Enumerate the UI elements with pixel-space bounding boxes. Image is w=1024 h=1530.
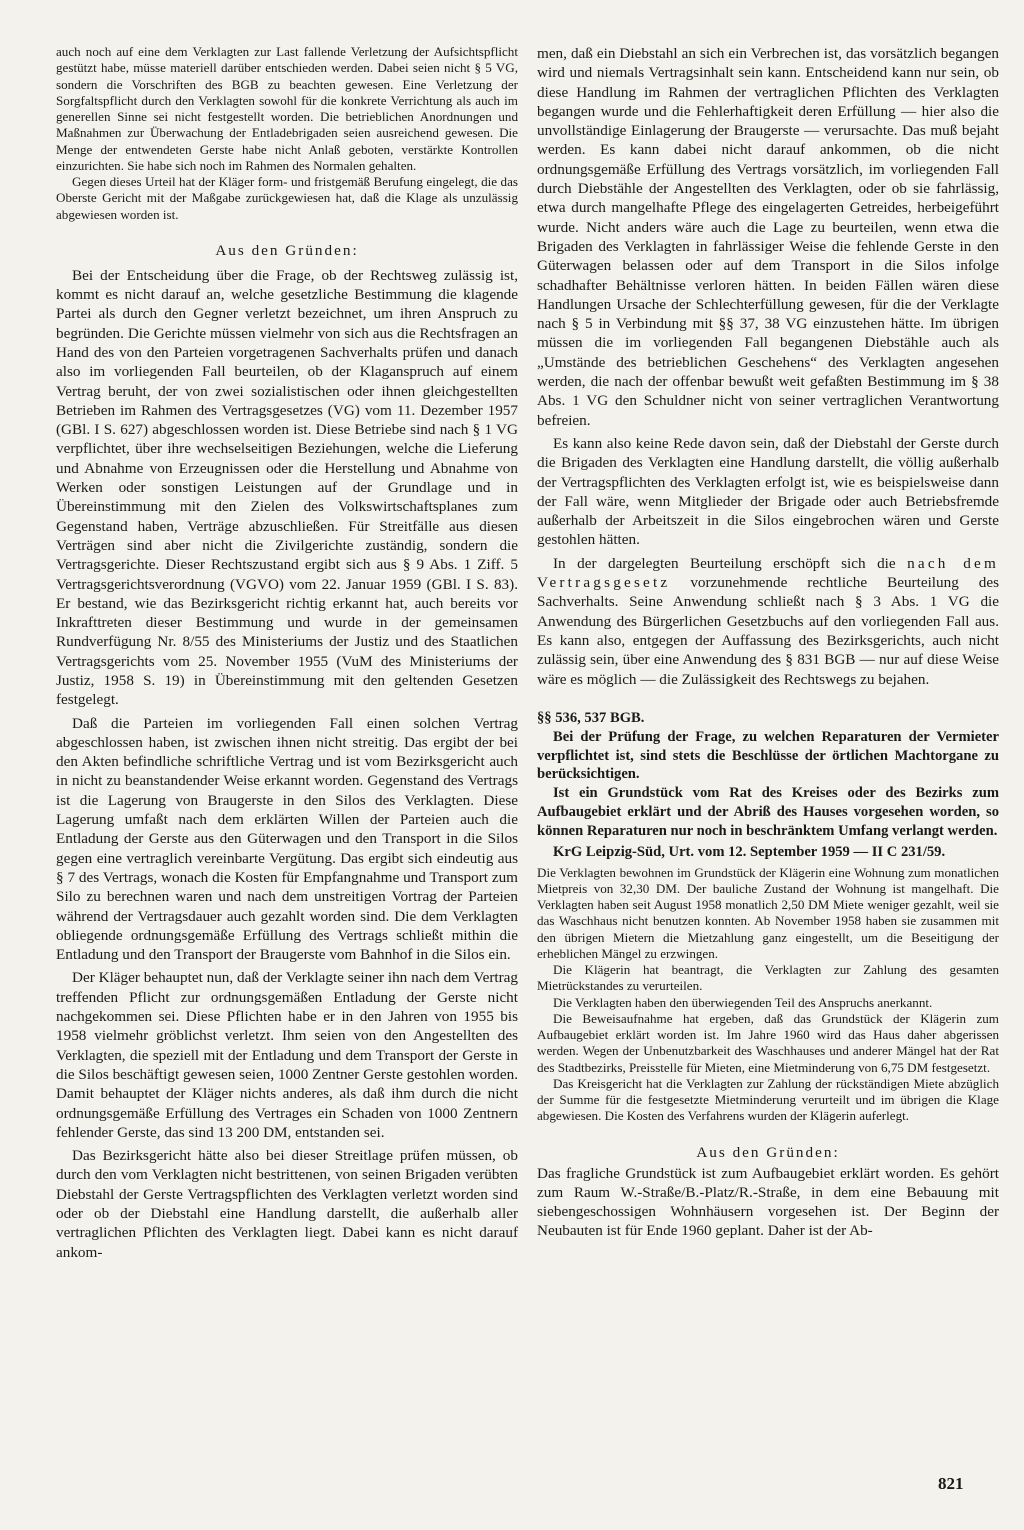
left-paragraph-6: Das Bezirksgericht hätte also bei dieser Streitlage prüfen müssen, ob durch den vom Verklagten nicht bestrittenen, von seinen Brigaden verübten Diebstahl der Gerste Vertragspflichten des Verklagten verletzt worden sind oder ob der Diebstahl eine Handlung darstellt, die außerhalb aller vertraglichen Pflichten des Verklagten liegt. Dabei kann es nicht darauf ankom- xyxy=(56,1147,518,1261)
emphasized-phrase: nach dem Vertragsgesetz xyxy=(537,554,999,592)
right-paragraph-1: men, daß ein Diebstahl an sich ein Verbrechen ist, das vorsätzlich begangen wird und niemals Vertragsinhalt sein kann. Entscheidend kann nur sein, ob diese Handlung im Rahmen der vertraglichen Pflichten des Verklagten begangen wurde und die Fehlerhaftigkeit deren Erfüllung — hier also die unvollständige Einlagerung der Braugerste — verursachte. Das muß bejaht werden. Es kann dabei nicht darauf ankommen, ob die nicht ordnungsgemäße Erfüllung des Vertrags vorsätzlich, im vorliegenden Fall durch Diebstähle der Angestellten des Verklagten, oder ob sie fahrlässig, etwa durch mangelhafte Pflege des eingelagerten Getreides, herbeigeführt wurde. Nicht anders wäre auch die Lage zu beurteilen, wenn etwa die Brigaden des Verklagten in fahrlässiger Weise die fehlende Gerste in den Güterwagen belassen oder auf dem Transport in die Silos infolge schadhafter Behältnisse verloren hätten. In beiden Fällen wären diese Handlungen Ursache der Schlechterfüllung gewesen, für die der Verklagte nach § 5 in Verbindung mit §§ 37, 38 VG einzustehen hätte. Im übrigen müssen die im vorliegenden Fall begangenen Diebstähle auch als „Umstände des betrieblichen Geschehens“ des Verklagten angesehen werden, die nach der offenbar bewußt weit gefaßten Bestimmung im § 38 Abs. 1 VG den Schuldner nicht von seiner vertraglichen Verantwortung befreien. xyxy=(537,45,999,429)
section-heading-reasons-2: Aus den Gründen: xyxy=(696,1143,840,1161)
right-paragraph-last: Das fragliche Grundstück ist zum Aufbaugebiet erklärt worden. Es gehört zum Raum W.-Straße/B.-Platz/R.-Straße, in dem eine Bebauung mit siebengeschossigen Wohnhäusern vorgesehen ist. Der Beginn der Neubauten ist für Ende 1960 geplant. Daher ist der Ab- xyxy=(537,1164,999,1240)
facts-paragraph-5: Das Kreisgericht hat die Verklagten zur Zahlung der rückständigen Miete abzüglich der Summe für die festgesetzte Mietminderung verurteilt und im übrigen die Klage abgewiesen. Die Kosten des Verfahrens wurden der Klägerin auferlegt. xyxy=(537,1075,999,1124)
facts-paragraph-2: Die Klägerin hat beantragt, die Verklagten zur Zahlung des gesamten Mietrückstandes zu verurteilen. xyxy=(537,962,999,994)
headnote-1: Bei der Prüfung der Frage, zu welchen Reparaturen der Vermieter verpflichtet ist, sind stets die Beschlüsse der örtlichen Machtorgane zu berücksichtigen. xyxy=(537,728,999,783)
right-column xyxy=(537,44,999,1241)
section-heading-reasons: Aus den Gründen: xyxy=(215,241,359,259)
left-column xyxy=(56,44,518,1262)
paragraph-3-start: In der dargelegten Beurteilung erschöpft sich die xyxy=(553,554,896,572)
left-paragraph-4: Daß die Parteien im vorliegenden Fall einen solchen Vertrag abgeschlossen haben, ist zwischen ihnen nicht streitig. Das ergibt der bei den Akten befindliche schriftliche Vertrag und ist vom Bezirksgericht auch in nicht zu beanstandender Weise erkannt worden. Gegenstand des Vertrags ist die Lagerung von Braugerste in den Silos des Verklagten. Diese Lagerung umfaßt nach dem erklärten Willen der Parteien auch die Entladung der Gerste aus den Güterwagen und den Transport in die Silos gegen eine vertraglich vereinbarte Vergütung. Das ergibt sich eindeutig aus § 7 des Vertrags, wonach die Kosten für Empfangnahme und Transport zum Silo zu berechnen waren und nach dem unstreitigen Vortrag der Parteien während der Vertragsdauer auch gezahlt worden sind. Die dem Verklagten obliegende ordnungsgemäße Erfüllung des Vertrags schließt mithin die Entladung und den Transport der Braugerste vom Bahnhof in die Silos ein. xyxy=(56,714,518,964)
facts-paragraph-1: Die Verklagten bewohnen im Grundstück der Klägerin eine Wohnung zum monatlichen Mietpreis von 32,30 DM. Der bauliche Zustand der Wohnung ist mangelhaft. Die Verklagten haben seit August 1958 monatlich 2,50 DM Miete weniger gezahlt, weil sie das Waschhaus nicht benutzen konnten. Ab November 1958 haben sie zusammen mit den übrigen Mietern die Mietzahlung ganz eingestellt, um die Beseitigung der erheblichen Mängel zu erzwingen. xyxy=(537,864,999,961)
facts-paragraph-4: Die Beweisaufnahme hat ergeben, daß das Grundstück der Klägerin zum Aufbaugebiet erklärt worden ist. Im Jahre 1960 wird das Haus daher abgerissen werden. Wegen der Unbenutzbarkeit des Waschhauses und anderer Mängel hat der Rat des Stadtbezirks, Preisstelle für Mieten, eine Mietminderung von 6,75 DM festgesetzt. xyxy=(537,1010,999,1075)
facts-paragraph-3: Die Verklagten haben den überwiegenden Teil des Anspruchs anerkannt. xyxy=(553,994,933,1010)
case-reference: KrG Leipzig-Süd, Urt. vom 12. September 1959 — II C 231/59. xyxy=(553,843,946,860)
left-paragraph-2: Gegen dieses Urteil hat der Kläger form- und fristgemäß Berufung eingelegt, die das Oberste Gericht mit der Maßgabe zurückgewiesen hat, daß die Klage als unzulässig abgewiesen worden ist. xyxy=(56,174,518,222)
law-section-heading: §§ 536, 537 BGB. xyxy=(537,709,645,726)
left-paragraph-1: auch noch auf eine dem Verklagten zur Last fallende Verletzung der Aufsichtspflicht gestützt habe, müsse materiell darüber entschieden werden. Dabei seien nicht § 5 VG, sondern die Vorschriften des BGB zu beachten gewesen. Eine Verletzung der Sorgfaltspflicht durch den Verklagten sowohl für die konkrete Verrichtung als auch im generellen Sinne sei nicht festgestellt worden. Die betrieblichen Anordnungen und Maßnahmen zur Überwachung der Entladebrigaden seien ausreichend gewesen. Die Menge der entwendeten Gerste habe nicht Anlaß geboten, verstärkte Kontrollen einzurichten. Sie habe sich noch im Rahmen des Normalen gehalten. xyxy=(56,44,518,173)
right-paragraph-3 xyxy=(537,554,999,689)
headnote-2: Ist ein Grundstück vom Rat des Kreises oder des Bezirks zum Aufbaugebiet erklärt und der Abriß des Hauses vorgesehen worden, so können Reparaturen nur noch in beschränktem Umfang verlangt werden. xyxy=(537,785,999,839)
right-paragraph-2: Es kann also keine Rede davon sein, daß der Diebstahl der Gerste durch die Brigaden des Verklagten eine Handlung darstellt, die völlig außerhalb der Vertragspflichten des Verklagten erfolgt ist, wie es beispielsweise dann der Fall wäre, wenn Mitglieder der Brigade oder auch Betriebsfremde außerhalb der Arbeitszeit in die Silos eingebrochen wären und Gerste gestohlen hätten. xyxy=(537,434,999,549)
left-paragraph-5: Der Kläger behauptet nun, daß der Verklagte seiner ihn nach dem Vertrag treffenden Pflicht zur ordnungsgemäßen Entladung der Gerste nicht nachgekommen sei. Diese Pflichten habe er in den Jahren von 1955 bis 1958 vielmehr gröblichst verletzt. Ihm seien von den Angestellten des Verklagten, die speziell mit der Entladung und dem Transport der Gerste in die Silos beschäftigt gewesen seien, 1000 Zentner Gerste gestohlen worden. Damit behauptet der Kläger nichts anderes, als daß ihm durch die nicht ordnungsgemäße Erfüllung des Vertrages ein Schaden von 1000 Zentnern fehlender Gerste, das sind 13 200 DM, entstanden sei. xyxy=(56,969,518,1141)
paragraph-3-end: vorzunehmende rechtliche Beurteilung des Sachverhalts. Seine Anwendung schließt nach § 3 Abs. 1 VG die Anwendung des Bürgerlichen Gesetzbuchs auf den vorliegenden Fall aus. Es kann also, entgegen der Auffassung des Bezirksgerichts, auch nicht zulässig sein, über eine Anwendung des § 831 BGB — nur auf diese Weise wäre es möglich — die Zulässigkeit des Rechtswegs zu bejahen. xyxy=(537,574,999,688)
page-number: 821 xyxy=(938,1474,964,1493)
left-paragraph-3: Bei der Entscheidung über die Frage, ob der Rechtsweg zulässig ist, kommt es nicht darauf an, welche gesetzliche Bestimmung die klagende Partei als durch den Gegner verletzt bezeichnet, um ihren Anspruch zu begründen. Die Gerichte müssen vielmehr von sich aus die Rechtsfragen an Hand des von den Parteien vorgetragenen Sachverhalts prüfen und danach also im vorliegenden Fall beurteilen, ob der Klaganspruch auf einem Vertrag beruht, der von zwei sozialistischen oder ihnen gleichgestellten Betrieben im Rahmen des Vertragsgesetzes (VG) vom 11. Dezember 1957 (GBl. I S. 627) abgeschlossen worden ist. Diese Betriebe sind nach § 1 VG verpflichtet, über ihre wechselseitigen Beziehungen, welche die Lieferung und Abnahme von Erzeugnissen oder die Herstellung und Abnahme von Werken oder sonstigen Leistungen auf der Grundlage und in Übereinstimmung mit den Zielen des Volkswirtschaftsplanes zum Gegenstand haben, Verträge abzuschließen. Für Streitfälle aus diesen Verträgen sind aber nicht die Zivilgerichte zuständig, sondern die Vertragsgerichte. Dieser Rechtszustand ergibt sich aus § 9 Abs. 1 Ziff. 5 Vertragsgerichtsverordnung (VGVO) vom 22. Januar 1959 (GBl. I S. 83). Er bestand, wie das Bezirksgericht richtig erkannt hat, auch bereits vor Inkrafttreten dieser Bestimmung und wurde in der gemeinsamen Rundverfügung Nr. 8/55 des Ministeriums der Justiz und des Staatlichen Vertragsgerichts vom 25. November 1955 (VuM des Ministeriums der Justiz, 1958 S. 19) in Übereinstimmung mit den geltenden Gesetzen festgelegt. xyxy=(56,266,518,709)
